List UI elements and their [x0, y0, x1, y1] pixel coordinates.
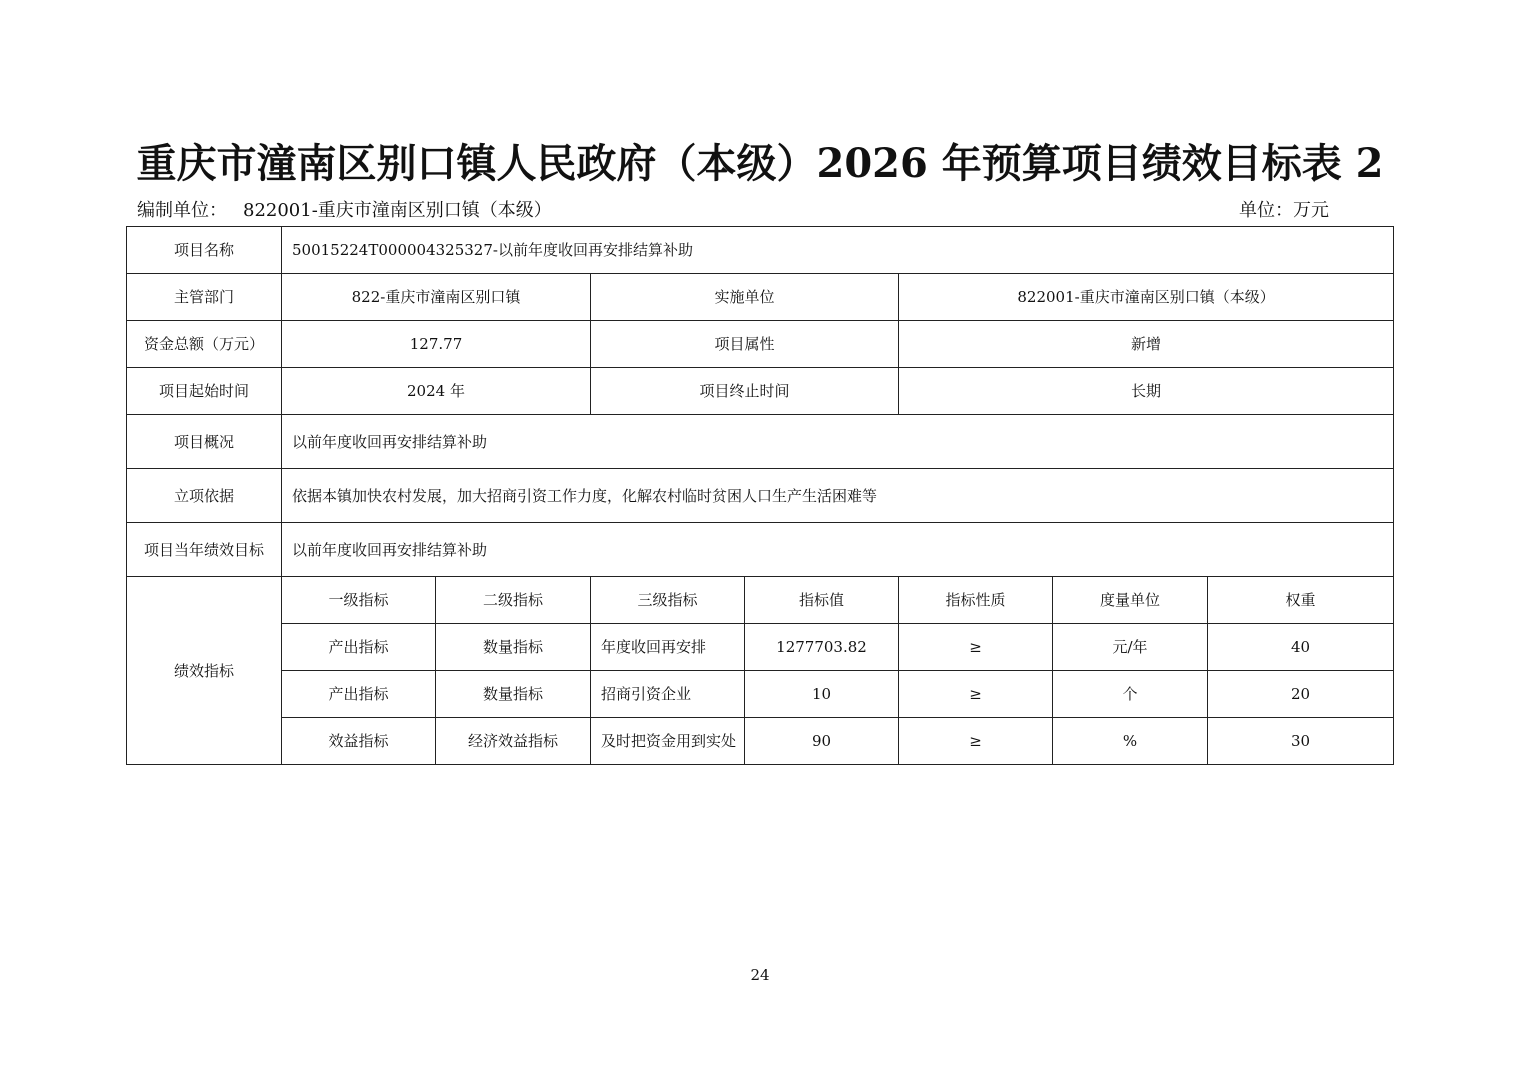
table-row [127, 523, 1394, 577]
indicator-cell: 个 [1053, 671, 1208, 718]
indicator-cell: 产出指标 [282, 671, 436, 718]
goal-label: 项目当年绩效目标 [127, 523, 282, 577]
table-row [127, 469, 1394, 523]
compiling-unit-label: 编制单位： [137, 200, 227, 221]
indicator-cell: 及时把资金用到实处 [591, 718, 745, 765]
indicator-cell: 40 [1208, 624, 1394, 671]
indicator-cell: 30 [1208, 718, 1394, 765]
attr-label: 项目属性 [591, 321, 899, 368]
basis-value: 依据本镇加快农村发展，加大招商引资工作力度，化解农村临时贫困人口生产生活困难等 [282, 469, 1394, 523]
table-row [127, 274, 1394, 321]
goal-value: 以前年度收回再安排结算补助 [282, 523, 1394, 577]
project-name-value: 50015224T000004325327-以前年度收回再安排结算补助 [282, 227, 1394, 274]
indicator-cell: ≥ [899, 718, 1053, 765]
start-value: 2024 年 [282, 368, 591, 415]
basis-label: 立项依据 [127, 469, 282, 523]
table-row [127, 415, 1394, 469]
indicator-header-row [127, 577, 1394, 624]
indicator-cell: % [1053, 718, 1208, 765]
indicator-row [127, 671, 1394, 718]
overview-label: 项目概况 [127, 415, 282, 469]
indicator-cell: ≥ [899, 671, 1053, 718]
dept-value: 822-重庆市潼南区别口镇 [282, 274, 591, 321]
column-header: 二级指标 [436, 577, 591, 624]
indicator-cell: 产出指标 [282, 624, 436, 671]
column-header: 一级指标 [282, 577, 436, 624]
indicator-row [127, 624, 1394, 671]
fund-value: 127.77 [282, 321, 591, 368]
impl-value: 822001-重庆市潼南区别口镇（本级） [899, 274, 1394, 321]
indicator-cell: 效益指标 [282, 718, 436, 765]
column-header: 指标性质 [899, 577, 1053, 624]
page-number: 24 [750, 966, 770, 984]
currency-unit: 单位：万元 [1239, 200, 1329, 221]
page-title: 重庆市潼南区别口镇人民政府（本级）2026 年预算项目绩效目标表 2 [136, 140, 1384, 187]
indicator-cell: 数量指标 [436, 624, 591, 671]
indicator-row [127, 718, 1394, 765]
compiling-unit-value: 822001-重庆市潼南区别口镇（本级） [243, 200, 552, 221]
end-label: 项目终止时间 [591, 368, 899, 415]
start-label: 项目起始时间 [127, 368, 282, 415]
indicator-label: 绩效指标 [127, 577, 282, 765]
indicator-cell: 经济效益指标 [436, 718, 591, 765]
end-value: 长期 [899, 368, 1394, 415]
indicator-cell: 10 [745, 671, 899, 718]
table-row [127, 368, 1394, 415]
column-header: 权重 [1208, 577, 1394, 624]
column-header: 度量单位 [1053, 577, 1208, 624]
indicator-cell: 元/年 [1053, 624, 1208, 671]
attr-value: 新增 [899, 321, 1394, 368]
indicator-cell: 年度收回再安排 [591, 624, 745, 671]
indicator-cell: 20 [1208, 671, 1394, 718]
indicator-cell: 1277703.82 [745, 624, 899, 671]
indicator-cell: ≥ [899, 624, 1053, 671]
table-row [127, 321, 1394, 368]
indicator-cell: 90 [745, 718, 899, 765]
column-header: 三级指标 [591, 577, 745, 624]
indicator-cell: 数量指标 [436, 671, 591, 718]
overview-value: 以前年度收回再安排结算补助 [282, 415, 1394, 469]
dept-label: 主管部门 [127, 274, 282, 321]
compiling-unit [137, 196, 552, 222]
fund-label: 资金总额（万元） [127, 321, 282, 368]
column-header: 指标值 [745, 577, 899, 624]
impl-label: 实施单位 [591, 274, 899, 321]
table-row [127, 227, 1394, 274]
performance-target-table [126, 226, 1394, 765]
indicator-cell: 招商引资企业 [591, 671, 745, 718]
project-name-label: 项目名称 [127, 227, 282, 274]
